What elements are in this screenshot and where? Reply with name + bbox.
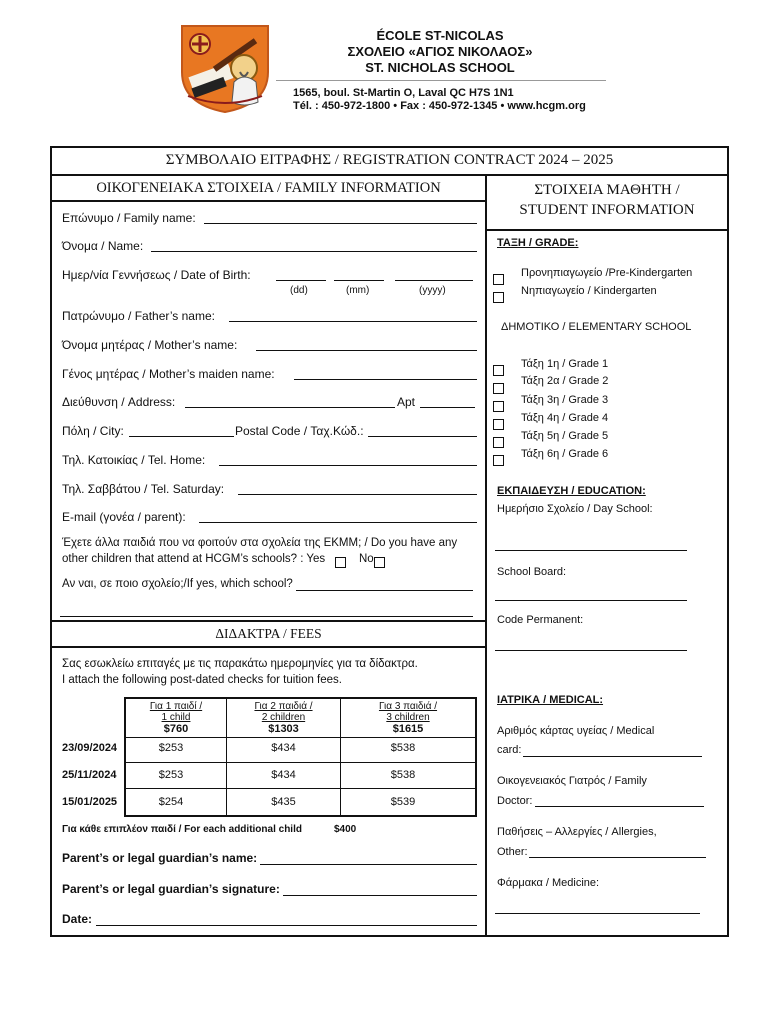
family-doctor-field[interactable] bbox=[535, 806, 704, 807]
which-school-field[interactable] bbox=[296, 590, 473, 591]
tel-home-field[interactable] bbox=[219, 465, 477, 466]
fees-intro-gr: Σας εσωκλείω επιταγές με τις παρακάτω ημερομηνίες για τα δίδακτρα. bbox=[62, 658, 418, 670]
fees-row1-col1: $253 bbox=[158, 742, 184, 754]
family-doctor-label-2: Doctor: bbox=[497, 795, 533, 807]
allergies-label-1: Παθήσεις – Αλλεργίες / Allergies, bbox=[497, 826, 657, 838]
school-name-en: ST. NICHOLAS SCHOOL bbox=[365, 60, 515, 75]
fees-col1-gr: Για 1 παιδί / bbox=[149, 701, 203, 712]
guardian-name-label: Parent’s or legal guardian’s name: bbox=[62, 851, 258, 865]
postal-code-label: Postal Code / Ταχ.Κώδ.: bbox=[235, 424, 364, 438]
guardian-name-field[interactable] bbox=[260, 864, 477, 865]
fees-col3-total: $1615 bbox=[392, 723, 424, 735]
fees-col2-en: 2 children bbox=[261, 712, 306, 723]
additional-child-value: $400 bbox=[334, 824, 357, 835]
family-heading: ΟΙΚΟΓΕΝΕΙΑΚΑ ΣΤΟΙΧΕΙΑ / FAMILY INFORMATION bbox=[96, 180, 441, 196]
father-name-label: Πατρώνυμο / Father’s name: bbox=[62, 309, 215, 323]
day-school-field[interactable] bbox=[495, 550, 687, 551]
fees-table-row-divider-3 bbox=[124, 788, 477, 789]
fees-row3-col3: $539 bbox=[390, 796, 416, 808]
grade-5-label: Τάξη 5η / Grade 5 bbox=[521, 430, 609, 442]
other-children-yes-checkbox[interactable] bbox=[335, 557, 346, 568]
dob-day-hint: (dd) bbox=[290, 285, 308, 296]
dob-month-field[interactable] bbox=[334, 280, 384, 281]
fees-row2-col3: $538 bbox=[390, 769, 416, 781]
fees-table-row-divider-2 bbox=[124, 762, 477, 763]
school-logo bbox=[180, 22, 270, 114]
mother-name-label: Όνομα μητέρας / Mother’s name: bbox=[62, 338, 238, 352]
family-doctor-label-1: Οικογενειακός Γιατρός / Family bbox=[497, 775, 647, 787]
other-children-question-1: Έχετε άλλα παιδιά που να φοιτούν στα σχολεία της ΕΚΜΜ; / Do you have any bbox=[62, 537, 458, 549]
fees-heading: ΔΙΔΑΚΤΡΑ / FEES bbox=[215, 626, 322, 641]
grade-2-checkbox[interactable] bbox=[493, 383, 504, 394]
fees-col3-en: 3 children bbox=[386, 712, 430, 723]
fees-row2-col2: $434 bbox=[271, 769, 296, 781]
grade-5-checkbox[interactable] bbox=[493, 437, 504, 448]
pre-kindergarten-checkbox[interactable] bbox=[493, 274, 504, 285]
kindergarten-checkbox[interactable] bbox=[493, 292, 504, 303]
fees-row3-col2: $435 bbox=[271, 796, 296, 808]
grade-1-label: Τάξη 1η / Grade 1 bbox=[521, 358, 609, 370]
medical-card-field[interactable] bbox=[523, 756, 702, 757]
family-name-label: Επώνυμο / Family name: bbox=[62, 211, 196, 225]
grade-4-checkbox[interactable] bbox=[493, 419, 504, 430]
date-label: Date: bbox=[62, 912, 93, 926]
grade-6-checkbox[interactable] bbox=[493, 455, 504, 466]
other-children-question-2: other children that attend at HCGM’s schools? : Yes bbox=[62, 553, 326, 565]
student-heading-2: STUDENT INFORMATION bbox=[519, 202, 695, 218]
medical-card-label-2: card: bbox=[497, 744, 522, 756]
allergies-label-2: Other: bbox=[497, 846, 528, 858]
grade-3-label: Τάξη 3η / Grade 3 bbox=[521, 394, 609, 406]
grade-heading: ΤΑΞΗ / GRADE: bbox=[497, 237, 579, 249]
guardian-signature-field[interactable] bbox=[283, 895, 477, 896]
email-field[interactable] bbox=[199, 522, 477, 523]
header-rule bbox=[276, 80, 606, 81]
fees-row1-date: 23/09/2024 bbox=[62, 742, 118, 754]
education-heading: ΕΚΠΑΙΔΕΥΣΗ / EDUCATION: bbox=[497, 485, 646, 497]
fees-row2-date: 25/11/2024 bbox=[62, 769, 117, 781]
guardian-signature-label: Parent’s or legal guardian’s signature: bbox=[62, 882, 280, 896]
kindergarten-label: Νηπιαγωγείο / Kindergarten bbox=[521, 285, 657, 297]
fees-row2-col1: $253 bbox=[158, 769, 184, 781]
medical-card-label-1: Αριθμός κάρτας υγείας / Medical bbox=[497, 725, 655, 737]
medicine-label: Φάρμακα / Medicine: bbox=[497, 877, 600, 889]
father-name-field[interactable] bbox=[229, 321, 477, 322]
address-field[interactable] bbox=[185, 407, 395, 408]
grade-2-label: Τάξη 2α / Grade 2 bbox=[521, 375, 609, 387]
fees-col3-gr: Για 3 παιδιά / bbox=[378, 701, 438, 712]
mother-name-field[interactable] bbox=[256, 350, 477, 351]
code-permanent-label: Code Permanent: bbox=[497, 614, 584, 626]
additional-child-label: Για κάθε επιπλέον παιδί / For each additional child bbox=[62, 824, 302, 835]
fees-intro-en: I attach the following post-dated checks for tuition fees. bbox=[62, 674, 342, 686]
grade-3-checkbox[interactable] bbox=[493, 401, 504, 412]
student-heading-1: ΣΤΟΙΧΕΙΑ ΜΑΘΗΤΗ / bbox=[534, 182, 680, 198]
email-label: E-mail (γονέα / parent): bbox=[62, 510, 186, 524]
school-name-gr: ΣΧΟΛΕΙΟ «ΑΓΙΟΣ ΝΙΚΟΛΑΟΣ» bbox=[347, 44, 533, 59]
dob-day-field[interactable] bbox=[276, 280, 326, 281]
dob-year-hint: (yyyy) bbox=[419, 285, 446, 296]
fees-col1-total: $760 bbox=[163, 723, 189, 735]
date-field[interactable] bbox=[96, 925, 477, 926]
school-contact: Tél. : 450-972-1800 • Fax : 450-972-1345 • www.hcgm.org bbox=[293, 100, 586, 112]
grade-6-label: Τάξη 6η / Grade 6 bbox=[521, 448, 609, 460]
school-address: 1565, boul. St-Martin O, Laval QC H7S 1N1 bbox=[293, 87, 514, 99]
postal-code-field[interactable] bbox=[368, 436, 477, 437]
tel-saturday-label: Τηλ. Σαββάτου / Tel. Saturday: bbox=[62, 482, 225, 496]
mother-maiden-field[interactable] bbox=[294, 379, 477, 380]
mother-maiden-label: Γένος μητέρας / Mother’s maiden name: bbox=[62, 367, 275, 381]
apt-field[interactable] bbox=[420, 407, 475, 408]
tel-home-label: Τηλ. Κατοικίας / Tel. Home: bbox=[62, 453, 206, 467]
other-children-no-label: No bbox=[359, 553, 374, 565]
name-field[interactable] bbox=[151, 251, 477, 252]
medicine-field[interactable] bbox=[495, 913, 700, 914]
grade-1-checkbox[interactable] bbox=[493, 365, 504, 376]
fees-col1-en: 1 child bbox=[161, 712, 191, 723]
fees-table-row-divider-1 bbox=[124, 737, 477, 738]
day-school-label: Ημερήσιο Σχολείο / Day School: bbox=[497, 503, 653, 515]
school-board-label: School Board: bbox=[497, 566, 567, 578]
contract-title: ΣΥΜΒΟΛΑΙΟ ΕΙΤΡΑΦΗΣ / REGISTRATION CONTRACT 2024 – 2025 bbox=[165, 152, 614, 168]
other-children-no-checkbox[interactable] bbox=[374, 557, 385, 568]
fees-col2-total: $1303 bbox=[268, 723, 299, 735]
dob-year-field[interactable] bbox=[395, 280, 473, 281]
school-name-fr: ÉCOLE ST-NICOLAS bbox=[376, 28, 504, 43]
which-school-field-2[interactable] bbox=[60, 616, 473, 617]
fees-row3-col1: $254 bbox=[158, 796, 184, 808]
family-name-field[interactable] bbox=[204, 223, 477, 224]
tel-saturday-field[interactable] bbox=[238, 494, 477, 495]
fees-row1-col2: $434 bbox=[271, 742, 296, 754]
city-label: Πόλη / City: bbox=[62, 424, 124, 438]
dob-month-hint: (mm) bbox=[346, 285, 370, 296]
fees-row3-date: 15/01/2025 bbox=[62, 796, 118, 808]
which-school-label: Αν ναι, σε ποιο σχολείο;/If yes, which school? bbox=[62, 578, 293, 590]
pre-kindergarten-label: Προνηπιαγωγείο /Pre-Kindergarten bbox=[521, 267, 693, 279]
apt-label: Apt bbox=[397, 395, 416, 409]
grade-4-label: Τάξη 4η / Grade 4 bbox=[521, 412, 609, 424]
fees-col2-gr: Για 2 παιδιά / bbox=[254, 701, 313, 712]
column-divider bbox=[485, 174, 487, 937]
city-field[interactable] bbox=[129, 436, 234, 437]
allergies-field[interactable] bbox=[529, 857, 706, 858]
code-permanent-field[interactable] bbox=[495, 650, 687, 651]
elementary-heading: ΔΗΜΟΤΙΚΟ / ELEMENTARY SCHOOL bbox=[501, 321, 692, 333]
name-label: Όνομα / Name: bbox=[62, 239, 144, 253]
dob-label: Ημερ/νία Γεννήσεως / Date of Birth: bbox=[62, 268, 251, 282]
medical-heading: ΙΑΤΡΙΚΑ / MEDICAL: bbox=[497, 694, 604, 706]
fees-row1-col3: $538 bbox=[390, 742, 416, 754]
school-board-field[interactable] bbox=[495, 600, 687, 601]
address-label: Διεύθυνση / Address: bbox=[62, 395, 176, 409]
